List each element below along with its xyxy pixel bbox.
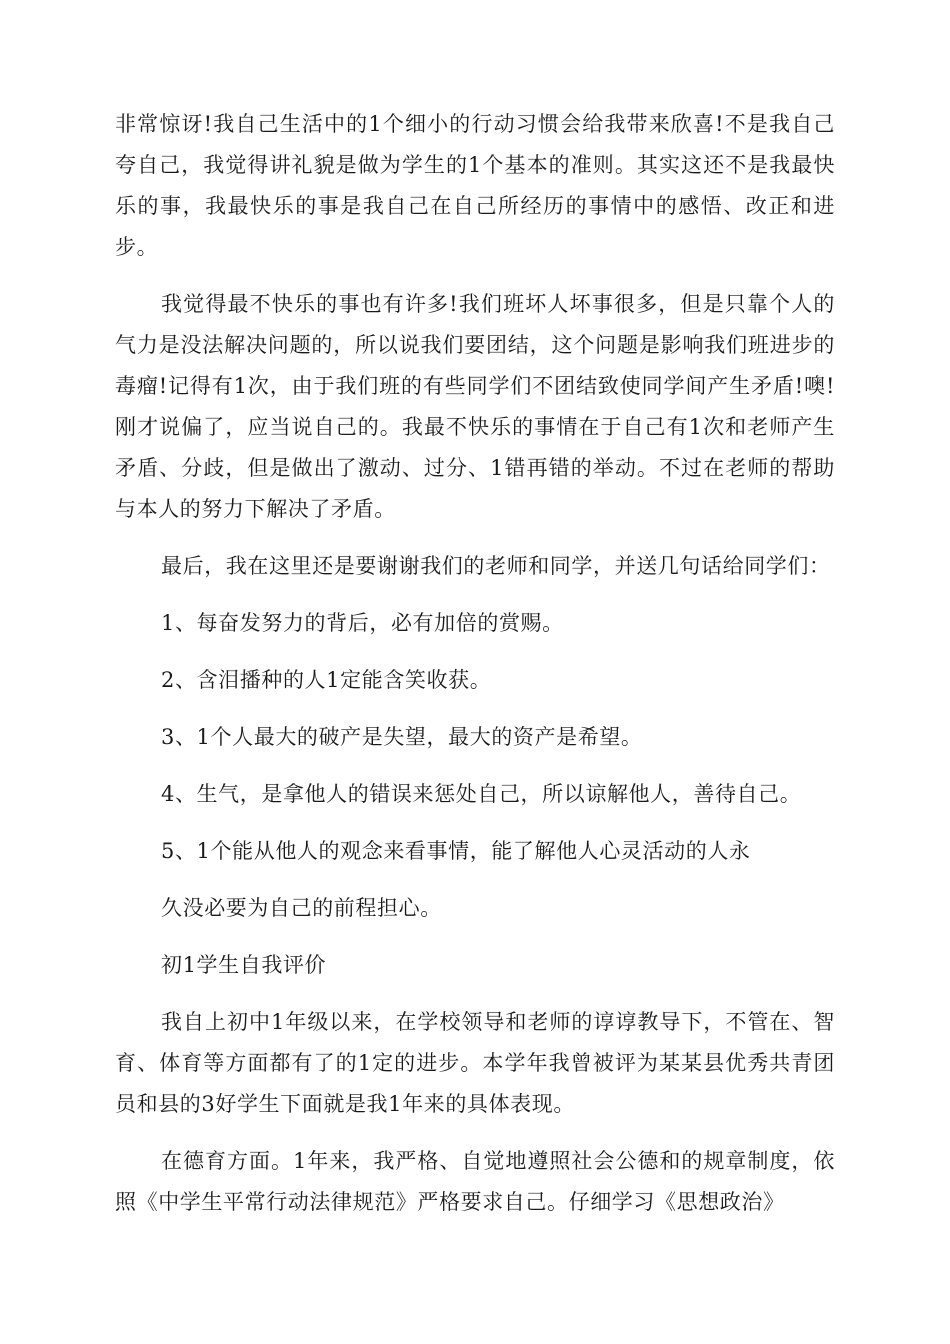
document-body — [115, 104, 835, 1239]
paragraph-1: 非常惊讶!我自己生活中的1个细小的行动习惯会给我带来欣喜!不是我自己夸自己，我觉得讲礼貌是做为学生的1个基本的准则。其实这还不是我最快乐的事，我最快乐的事是我自己在自己所经历的事情中的感悟、改正和进步。 — [115, 112, 835, 259]
list-item-2: 2、含泪播种的人1定能含笑收获。 — [161, 668, 492, 692]
section-title: 初1学生自我评价 — [161, 953, 327, 977]
list-item-continuation: 久没必要为自己的前程担心。 — [161, 896, 442, 920]
list-item-3: 3、1个人最大的破产是失望，最大的资产是希望。 — [161, 725, 643, 749]
list-item-1: 1、每奋发努力的背后，必有加倍的赏赐。 — [161, 611, 564, 635]
section-paragraph-2: 在德育方面。1年来，我严格、自觉地遵照社会公德和的规章制度，依照《中学生平常行动法律规范》严格要求自己。仔细学习《思想政治》 — [115, 1149, 835, 1214]
list-item-5: 5、1个能从他人的观念来看事情，能了解他人心灵活动的人永 — [161, 839, 751, 863]
paragraph-2: 我觉得最不快乐的事也有许多!我们班坏人坏事很多，但是只靠个人的气力是没法解决问题的，所以说我们要团结，这个问题是影响我们班进步的毒瘤!记得有1次，由于我们班的有些同学们不团结致使同学间产生矛盾!噢!刚才说偏了，应当说自己的。我最不快乐的事情在于自己有1次和老师产生矛盾、分歧，但是做出了激动、过分、1错再错的举动。不过在老师的帮助与本人的努力下解决了矛盾。 — [115, 292, 835, 521]
list-item-4: 4、生气，是拿他人的错误来惩处自己，所以谅解他人，善待自己。 — [161, 782, 802, 806]
paragraph-3: 最后，我在这里还是要谢谢我们的老师和同学，并送几句话给同学们： — [161, 554, 831, 578]
section-paragraph-1: 我自上初中1年级以来，在学校领导和老师的谆谆教导下，不管在、智育、体育等方面都有了的1定的进步。本学年我曾被评为某某县优秀共青团员和县的3好学生下面就是我1年来的具体表现。 — [115, 1010, 835, 1116]
